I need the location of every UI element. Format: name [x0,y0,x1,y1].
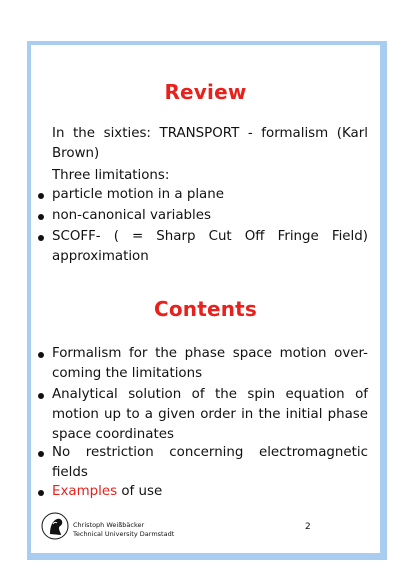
contents-bullet-4 [52,482,368,502]
bullet-icon [38,352,44,358]
contents-bullet-text: Analytical solution of the spin equation of motion up to a given order in the initial phase space coordinates [52,387,368,442]
contents-bullet-1 [52,344,368,384]
contents-bullet-3 [52,443,368,483]
bullet-icon [38,193,44,199]
examples-link-text: Examples [52,484,118,499]
bullet-icon [38,451,44,457]
page-number: 2 [305,522,311,532]
footer-credits [73,521,174,539]
slide [27,41,387,560]
review-bullet-text: SCOFF- ( = Sharp Cut Off Fringe Field) approximation [52,229,368,264]
review-bullet-text: particle motion in a plane [52,187,224,202]
review-intro: In the sixties: TRANSPORT - formalism (Karl Brown) [52,126,368,161]
footer-institution: Technical University Darmstadt [73,530,175,538]
contents-bullet-text: of use [117,484,163,499]
review-bullet-text: non-canonical variables [52,208,211,223]
bullet-icon [38,235,44,241]
university-logo-icon [41,512,69,540]
bullet-icon [38,214,44,220]
review-bullet-3 [52,227,368,267]
review-title: Review [164,80,247,104]
review-bullet-1 [52,185,368,205]
contents-title: Contents [153,297,258,321]
bullet-icon [38,490,44,496]
bullet-icon [38,393,44,399]
contents-bullet-text: No restriction concerning electromagnetic fields [52,445,368,480]
review-subheading: Three limitations: [52,168,170,183]
footer-author: Christoph Weißbäcker [73,521,145,529]
contents-bullet-2 [52,385,368,445]
review-bullet-2 [52,206,368,226]
contents-bullet-text: Formalism for the phase space motion over-coming the limitations [52,346,368,381]
